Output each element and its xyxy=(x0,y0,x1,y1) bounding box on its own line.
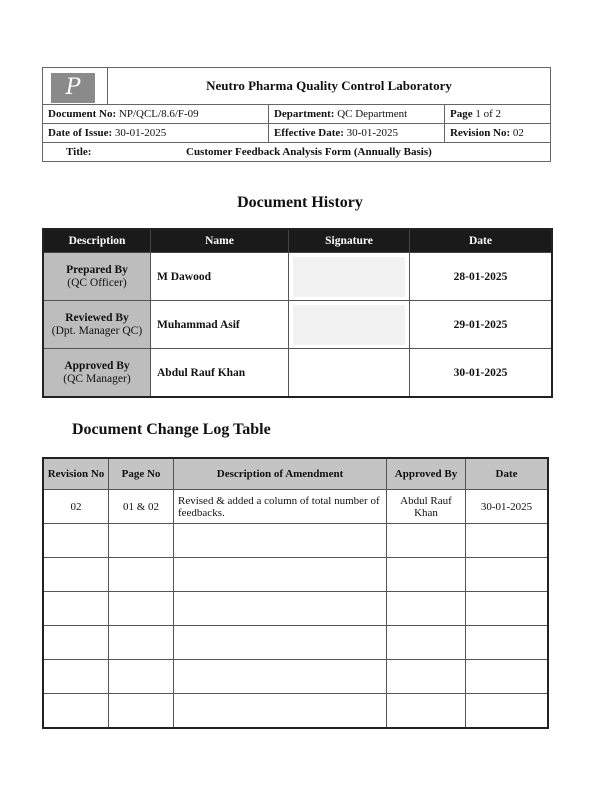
signature-cell xyxy=(289,253,410,301)
signature-image xyxy=(293,353,405,393)
column-header: Name xyxy=(151,229,289,253)
page-cell: 01 & 02 xyxy=(109,490,174,524)
date-cell: 29-01-2025 xyxy=(410,301,553,349)
effective-date: Effective Date: 30-01-2025 xyxy=(268,124,444,143)
date-cell: 30-01-2025 xyxy=(410,349,553,398)
name-cell: Muhammad Asif xyxy=(151,301,289,349)
signature-cell xyxy=(289,301,410,349)
column-header: Revision No xyxy=(43,458,109,490)
logo-cell xyxy=(43,68,108,105)
organization-name: Neutro Pharma Quality Control Laboratory xyxy=(108,68,551,105)
column-header: Date xyxy=(466,458,549,490)
column-header: Approved By xyxy=(387,458,466,490)
name-cell: Abdul Rauf Khan xyxy=(151,349,289,398)
column-header: Signature xyxy=(289,229,410,253)
column-header: Date xyxy=(410,229,553,253)
signature-image xyxy=(293,257,405,297)
empty-row xyxy=(43,660,548,694)
table-row xyxy=(43,301,552,349)
signature-cell xyxy=(289,349,410,398)
department: Department: QC Department xyxy=(268,105,444,124)
column-header: Page No xyxy=(109,458,174,490)
table-row xyxy=(43,253,552,301)
empty-row xyxy=(43,558,548,592)
column-header: Description xyxy=(43,229,151,253)
empty-row xyxy=(43,592,548,626)
role-cell: Reviewed By (Dpt. Manager QC) xyxy=(43,301,151,349)
change-log-table xyxy=(42,457,549,729)
empty-row xyxy=(43,694,548,729)
table-row xyxy=(43,349,552,398)
document-history-heading: Document History xyxy=(237,194,363,211)
empty-row xyxy=(43,626,548,660)
document-history-table xyxy=(42,228,553,398)
empty-row xyxy=(43,524,548,558)
role-cell: Approved By (QC Manager) xyxy=(43,349,151,398)
approved-by-cell: Abdul Rauf Khan xyxy=(387,490,466,524)
table-row xyxy=(43,490,548,524)
change-log-heading: Document Change Log Table xyxy=(72,421,271,438)
document-title: Title: Customer Feedback Analysis Form (Annually Basis) xyxy=(43,143,551,162)
description-cell: Revised & added a column of total number of feedbacks. xyxy=(174,490,387,524)
revision-no: Revision No: 02 xyxy=(444,124,550,143)
date-of-issue: Date of Issue: 30-01-2025 xyxy=(43,124,269,143)
role-cell: Prepared By (QC Officer) xyxy=(43,253,151,301)
revision-cell: 02 xyxy=(43,490,109,524)
document-no: Document No: NP/QCL/8.6/F-09 xyxy=(43,105,269,124)
document-header xyxy=(42,67,551,162)
column-header: Description of Amendment xyxy=(174,458,387,490)
date-cell: 28-01-2025 xyxy=(410,253,553,301)
company-logo-icon: P xyxy=(51,73,95,103)
date-cell: 30-01-2025 xyxy=(466,490,549,524)
name-cell: M Dawood xyxy=(151,253,289,301)
signature-image xyxy=(293,305,405,345)
page-number: Page 1 of 2 xyxy=(444,105,550,124)
